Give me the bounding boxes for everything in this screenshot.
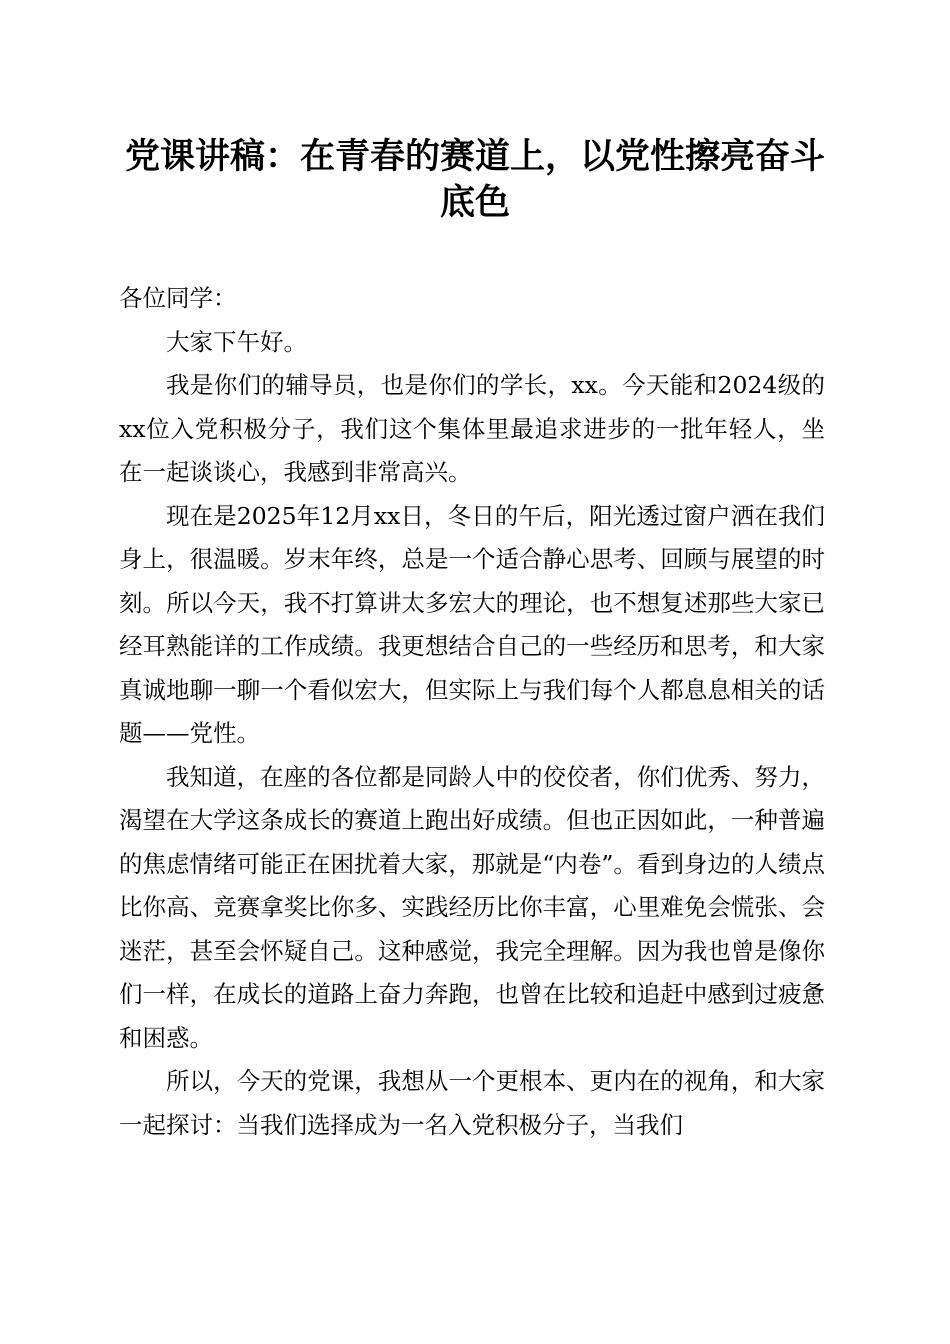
paragraph-greeting: 大家下午好。 [166,327,307,356]
document-title [110,134,840,226]
document-body [119,277,825,1147]
title-line-1: 党课讲稿：在青春的赛道上，以党性擦亮奋斗 [124,136,825,177]
paragraph-introduction: 我是你们的辅导员，也是你们的学长，xx。今天能和2024级的xx位入党积极分子，我们这个集体里最追求进步的一批年轻人，坐在一起谈谈心，我感到非常高兴。 [119,371,825,486]
paragraph-context: 现在是2025年12月xx日，冬日的午后，阳光透过窗户洒在我们身上，很温暖。岁末年终，总是一个适合静心思考、回顾与展望的时刻。所以今天，我不打算讲太多宏大的理论，也不想复述那些大家已经耳熟能详的工作成绩。我更想结合自己的一些经历和思考，和大家真诚地聊一聊一个看似宏大，但实际上与我们每个人都息息相关的话题——党性。 [119,501,825,747]
salutation: 各位同学： [119,284,237,312]
paragraph-anxiety: 我知道，在座的各位都是同龄人中的佼佼者，你们优秀、努力，渴望在大学这条成长的赛道上跑出好成绩。但也正因如此，一种普遍的焦虑情绪可能正在困扰着大家，那就是“内卷”。看到身边的人绩点比你高、竞赛拿奖比你多、实践经历比你丰富，心里难免会慌张、会迷茫，甚至会怀疑自己。这种感觉，我完全理解。因为我也曾是像你们一样，在成长的道路上奋力奔跑，也曾在比较和追赶中感到过疲惫和困惑。 [119,762,825,1052]
title-line-2: 底色 [439,182,510,223]
paragraph-topic: 所以，今天的党课，我想从一个更根本、更内在的视角，和大家一起探讨：当我们选择成为一名入党积极分子，当我们 [119,1067,825,1139]
